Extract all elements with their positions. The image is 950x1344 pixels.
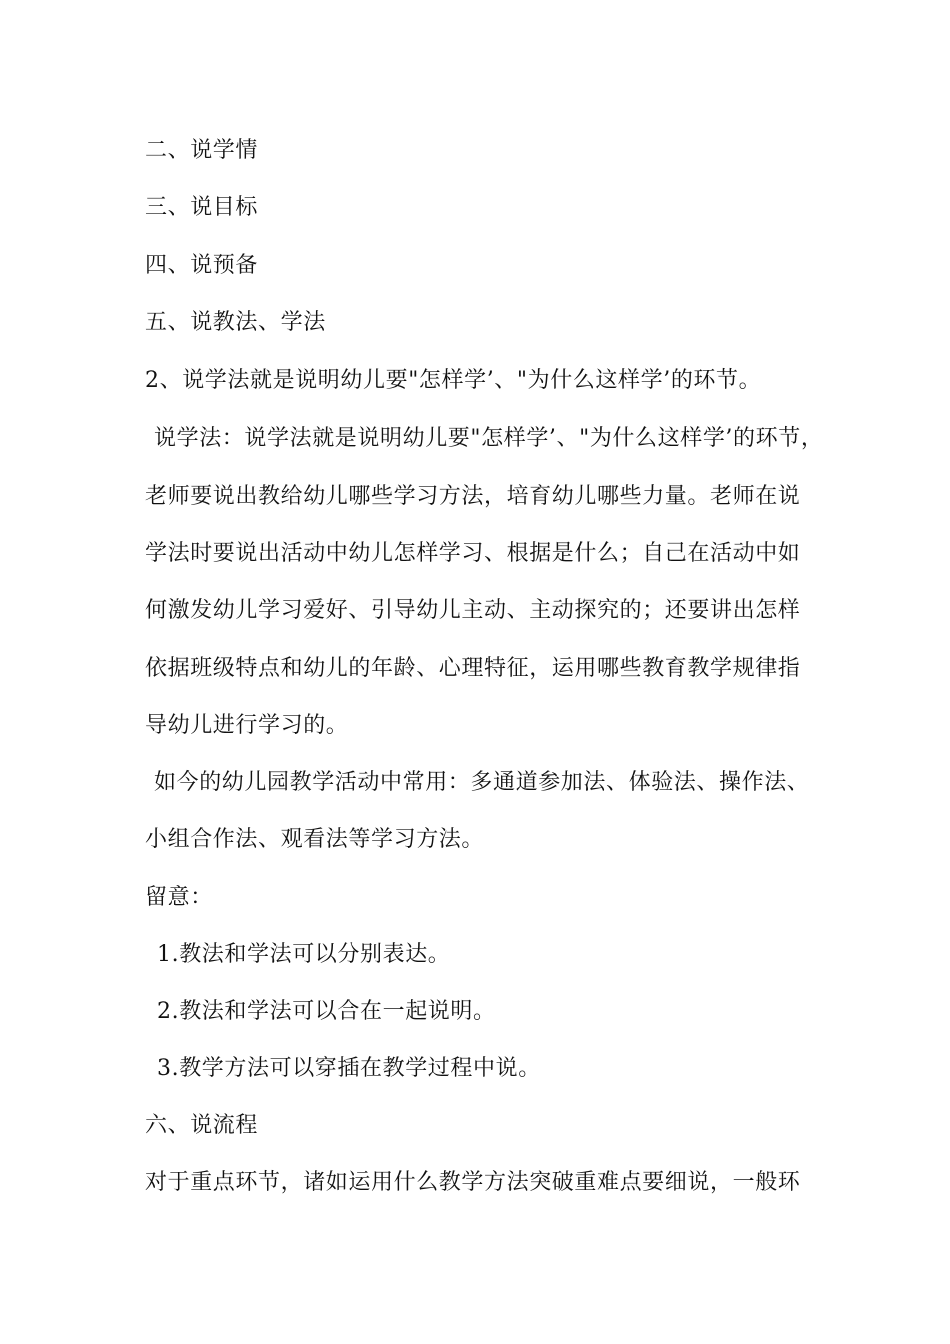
section-heading-objectives: 三、说目标 — [145, 195, 259, 220]
paragraph-line: 如今的幼儿园教学活动中常用：多通道参加法、体验法、操作法、 — [154, 770, 810, 795]
paragraph-line: 小组合作法、观看法等学习方法。 — [145, 827, 485, 852]
section-heading-learner-analysis: 二、说学情 — [145, 138, 259, 163]
section-heading-preparation: 四、说预备 — [145, 253, 259, 278]
note-item: 3.教学方法可以穿插在教学过程中说。 — [157, 1056, 541, 1081]
paragraph-line: 何激发幼儿学习爱好、引导幼儿主动、主动探究的；还要讲出怎样 — [145, 598, 801, 623]
paragraph-line: 老师要说出教给幼儿哪些学习方法，培育幼儿哪些力量。老师在说 — [145, 484, 801, 509]
note-heading: 留意： — [145, 885, 213, 910]
section-heading-process: 六、说流程 — [145, 1113, 259, 1138]
paragraph-line: 学法时要说出活动中幼儿怎样学习、根据是什么；自己在活动中如 — [145, 541, 801, 566]
paragraph-line: 依据班级特点和幼儿的年龄、心理特征，运用哪些教育教学规律指 — [145, 656, 801, 681]
note-item: 1.教法和学法可以分别表达。 — [157, 942, 451, 967]
paragraph-line: 说学法：说学法就是说明幼儿要"怎样学’、"为什么这样学’的环节， — [154, 426, 824, 451]
note-item: 2.教法和学法可以合在一起说明。 — [157, 999, 496, 1024]
paragraph-line: 2、说学法就是说明幼儿要"怎样学’、"为什么这样学’的环节。 — [145, 368, 762, 393]
paragraph-line: 对于重点环节，诸如运用什么教学方法突破重难点要细说，一般环 — [145, 1170, 801, 1195]
paragraph-line: 导幼儿进行学习的。 — [145, 713, 349, 738]
section-heading-teaching-methods: 五、说教法、学法 — [145, 310, 326, 335]
